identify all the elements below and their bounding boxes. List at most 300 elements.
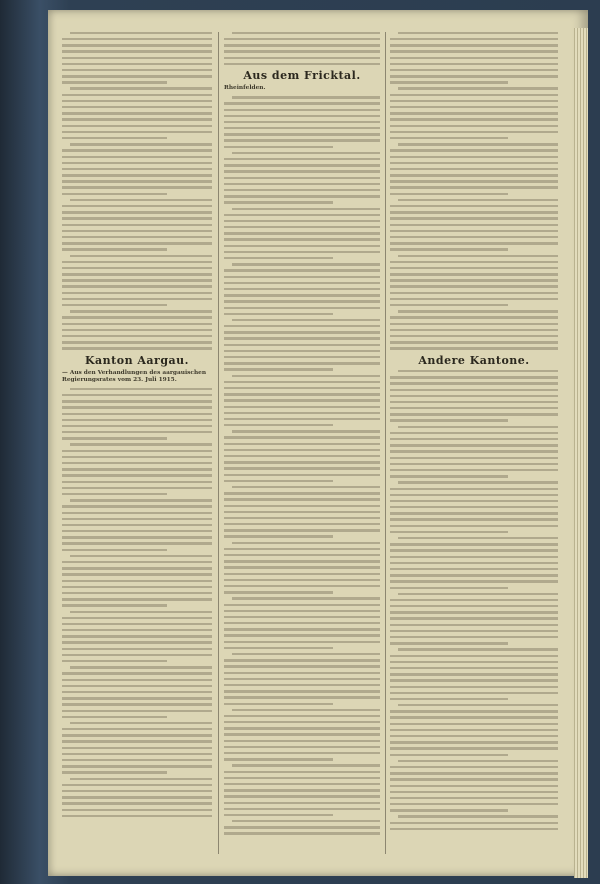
body-text-line [62,44,212,46]
body-text-line [224,226,380,228]
body-text-line [62,617,212,619]
body-text-line [224,189,380,191]
body-text-line [224,337,380,339]
body-text-line [62,802,212,804]
body-text-line [390,710,558,712]
body-text-line [390,463,558,465]
body-text-line [390,186,558,188]
body-text-line [390,217,558,219]
body-text-line [390,500,558,502]
body-text-line [390,376,558,378]
body-text-line [224,102,380,104]
body-text-line [398,815,558,817]
body-text-line [224,201,333,203]
body-text-line [70,143,212,145]
body-text-line [62,425,212,427]
body-text-line [62,304,167,306]
body-text-line [398,199,558,201]
body-text-line [390,131,558,133]
body-text-line [224,38,380,40]
body-text-line [224,678,380,680]
body-text-line [224,121,380,123]
body-text-line [224,529,380,531]
body-text-line [232,820,380,822]
body-text-line [232,486,380,488]
body-text-line [224,344,380,346]
body-text-line [224,158,380,160]
body-text-line [62,549,167,551]
body-text-line [224,727,380,729]
body-text-line [390,347,558,349]
body-text-line [390,106,558,108]
body-text-line [70,255,212,257]
body-text-line [390,94,558,96]
column-rule-1 [218,32,219,854]
body-text-line [390,729,558,731]
body-text-line [62,335,212,337]
body-text-line [390,475,508,477]
body-text-line [224,808,380,810]
body-text-line [62,697,212,699]
body-text-line [62,323,212,325]
body-text-line [390,69,558,71]
body-text-line [390,341,558,343]
body-text-line [390,180,558,182]
body-text-line [232,32,380,34]
body-text-line [62,75,212,77]
body-text-line [224,604,380,606]
body-text-line [62,217,212,219]
body-text-line [62,329,212,331]
body-text-line [390,549,558,551]
body-text-line [224,436,380,438]
body-text-line [62,592,212,594]
body-text-line [390,261,558,263]
body-text-line [224,703,333,705]
body-text-line [398,593,558,595]
body-text-line [62,292,212,294]
body-text-line [398,143,558,145]
body-text-line [224,300,380,302]
body-text-line [62,623,212,625]
body-text-line [224,381,380,383]
body-text-line [224,684,380,686]
body-text-line [224,474,380,476]
body-text-line [62,38,212,40]
body-text-line [224,771,380,773]
body-text-line [390,193,508,195]
body-text-line [390,655,558,657]
body-text-line [224,220,380,222]
body-text-line [232,764,380,766]
body-text-line [70,611,212,613]
body-text-line [390,574,558,576]
body-text-line [224,307,380,309]
body-text-line [390,587,508,589]
body-text-line [390,168,558,170]
body-text-line [390,785,558,787]
body-text-line [390,772,558,774]
body-text-line [390,236,558,238]
body-text-line [390,395,558,397]
body-text-line [70,199,212,201]
body-text-line [390,316,558,318]
body-text-line [390,401,558,403]
body-text-line [390,38,558,40]
body-text-line [62,125,212,127]
body-text-line [390,57,558,59]
body-text-line [390,174,558,176]
body-text-line [224,610,380,612]
body-text-line [224,44,380,46]
body-text-line [398,760,558,762]
body-text-line [390,611,558,613]
body-text-line [224,647,333,649]
body-text-line [62,81,167,83]
body-text-line [390,285,558,287]
body-text-line [62,211,212,213]
body-text-line [224,399,380,401]
body-text-line [224,733,380,735]
body-text-line [232,152,380,154]
body-text-line [224,350,380,352]
body-text-line [224,170,380,172]
body-text-line [62,462,212,464]
body-text-line [62,759,212,761]
body-text-line [62,267,212,269]
body-text-line [224,634,380,636]
body-text-line [62,341,212,343]
body-text-line [390,444,558,446]
body-text-line [232,319,380,321]
body-text-line [390,50,558,52]
body-text-line [224,412,380,414]
body-text-line [232,597,380,599]
body-text-line [62,50,212,52]
body-text-line [62,468,212,470]
body-text-line [390,723,558,725]
body-text-line [390,81,508,83]
body-text-line [62,431,212,433]
body-text-line [390,518,558,520]
body-text-line [232,263,380,265]
body-text-line [62,703,212,705]
body-text-line [62,474,212,476]
body-text-line [390,568,558,570]
section-heading: Andere Kantone. [418,353,530,367]
body-text-line [390,292,558,294]
body-text-line [62,505,212,507]
body-text-line [390,543,558,545]
body-text-line [232,375,380,377]
body-text-line [62,162,212,164]
body-text-line [224,616,380,618]
body-text-line [390,63,558,65]
body-text-line [70,499,212,501]
body-text-line [62,512,212,514]
body-text-line [390,679,558,681]
body-text-line [62,118,212,120]
body-text-line [390,298,558,300]
body-text-line [390,624,558,626]
body-text-line [70,778,212,780]
body-text-line [62,168,212,170]
body-text-line [390,432,558,434]
body-text-line [62,94,212,96]
body-text-line [224,313,333,315]
body-text-line [62,406,212,408]
body-text-line [62,273,212,275]
body-text-line [62,524,212,526]
body-text-line [224,535,333,537]
body-text-line [62,316,212,318]
body-text-line [224,214,380,216]
body-text-line [390,494,558,496]
body-text-line [390,556,558,558]
body-text-line [224,523,380,525]
body-text-line [390,335,558,337]
body-text-line [62,580,212,582]
body-text-line [232,709,380,711]
body-text-line [398,370,558,372]
body-text-line [390,230,558,232]
body-text-line [224,387,380,389]
body-text-line [62,771,167,773]
body-text-line [62,679,212,681]
body-text-line [224,177,380,179]
body-text-line [62,137,167,139]
body-text-line [390,599,558,601]
body-text-line [224,115,380,117]
body-text-line [62,765,212,767]
body-text-line [224,183,380,185]
body-text-line [224,783,380,785]
body-text-line [62,419,212,421]
body-text-line [224,146,333,148]
body-text-line [224,740,380,742]
body-text-line [62,69,212,71]
body-text-line [62,747,212,749]
body-text-line [62,716,167,718]
body-text-line [390,791,558,793]
body-text-line [224,109,380,111]
body-text-line [390,112,558,114]
body-text-line [224,195,380,197]
body-text-line [398,426,558,428]
body-text-line [390,797,558,799]
body-text-line [390,525,558,527]
body-text-line [390,692,558,694]
body-text-line [224,443,380,445]
body-text-line [62,604,167,606]
body-text-line [62,224,212,226]
body-text-line [390,630,558,632]
body-text-line [224,133,380,135]
body-text-line [224,238,380,240]
body-text-line [224,795,380,797]
body-text-line [62,248,167,250]
body-text-line [390,828,558,830]
body-text-line [224,511,380,513]
body-text-line [70,443,212,445]
body-text-line [390,224,558,226]
body-text-line [390,809,508,811]
body-text-line [390,667,558,669]
body-text-line [224,789,380,791]
column-3 [390,28,558,858]
body-text-line [232,208,380,210]
body-text-line [62,450,212,452]
body-text-line [398,481,558,483]
body-text-line [224,665,380,667]
body-text-line [398,310,558,312]
body-text-line [70,555,212,557]
body-text-line [390,735,558,737]
body-text-line [62,740,212,742]
body-text-line [224,257,333,259]
body-text-line [232,96,380,98]
body-text-line [62,413,212,415]
body-text-line [62,112,212,114]
body-text-line [62,106,212,108]
body-text-line [224,480,333,482]
body-text-line [224,139,380,141]
body-text-line [62,598,212,600]
body-text-line [224,826,380,828]
body-text-line [224,57,380,59]
body-text-line [62,536,212,538]
body-text-line [224,579,380,581]
body-text-line [224,758,333,760]
body-text-line [232,430,380,432]
body-text-line [390,562,558,564]
body-text-line [70,310,212,312]
body-text-line [398,537,558,539]
body-text-line [62,654,212,656]
body-text-line [62,261,212,263]
body-text-line [390,267,558,269]
body-text-line [398,87,558,89]
body-text-line [62,205,212,207]
body-text-line [390,698,508,700]
section-heading: Kanton Aargau. [84,353,190,367]
body-text-line [390,162,558,164]
body-text-line [390,75,558,77]
body-text-line [224,269,380,271]
body-text-line [390,413,558,415]
column-1 [62,28,212,858]
body-text-line [224,721,380,723]
body-text-line [224,696,380,698]
body-text-line [390,512,558,514]
body-text-line [62,400,212,402]
body-text-line [224,393,380,395]
body-text-line [224,628,380,630]
body-text-line [224,455,380,457]
body-text-line [62,131,212,133]
body-text-line [390,248,508,250]
body-text-line [62,481,212,483]
body-text-line [224,356,380,358]
body-text-line [390,205,558,207]
body-text-line [224,325,380,327]
body-text-line [70,32,212,34]
body-text-line [62,629,212,631]
body-text-line [390,125,558,127]
body-text-line [390,716,558,718]
body-text-line [224,418,380,420]
body-text-line [390,605,558,607]
body-text-line [390,389,558,391]
body-text-line [224,467,380,469]
body-text-line [390,661,558,663]
body-text-line [70,666,212,668]
body-text-line [390,686,558,688]
body-text-line [390,822,558,824]
body-text-line [62,710,212,712]
body-text-line [224,368,333,370]
body-text-line [390,279,558,281]
body-text-line [224,659,380,661]
body-text-line [232,542,380,544]
body-text-line [398,255,558,257]
body-text-line [224,622,380,624]
body-text-line [390,242,558,244]
body-text-line [224,461,380,463]
body-text-line [390,323,558,325]
body-text-line [390,457,558,459]
body-text-line [62,660,167,662]
body-text-line [390,118,558,120]
body-text-line [224,232,380,234]
body-text-line [390,506,558,508]
body-text-line [390,469,558,471]
body-text-line [390,580,558,582]
body-text-line [224,585,380,587]
body-text-line [62,796,212,798]
body-text-line [62,347,212,349]
body-text-line [62,784,212,786]
body-text-line [62,672,212,674]
body-text-line [224,554,380,556]
body-text-line [62,394,212,396]
body-text-line [224,362,380,364]
body-text-line [62,174,212,176]
body-text-line [390,803,558,805]
body-text-line [62,242,212,244]
body-text-line [62,230,212,232]
body-text-line [70,388,212,390]
body-text-line [62,685,212,687]
body-text-line [390,407,558,409]
body-text-line [224,50,380,52]
body-text-line [62,728,212,730]
body-text-line [62,180,212,182]
body-text-line [390,304,508,306]
legible-text-line: — Aus den Verhandlungen des aargauischen Regierungsrates vom 23. Juli 1915. [62,369,207,383]
body-text-line [390,754,508,756]
body-text-line [62,815,212,817]
body-text-line [390,273,558,275]
body-text-line [390,419,508,421]
body-text-line [62,285,212,287]
body-text-line [62,753,212,755]
newspaper-page [48,10,588,876]
body-text-line [224,498,380,500]
body-text-line [390,382,558,384]
body-text-line [62,63,212,65]
body-text-line [224,672,380,674]
